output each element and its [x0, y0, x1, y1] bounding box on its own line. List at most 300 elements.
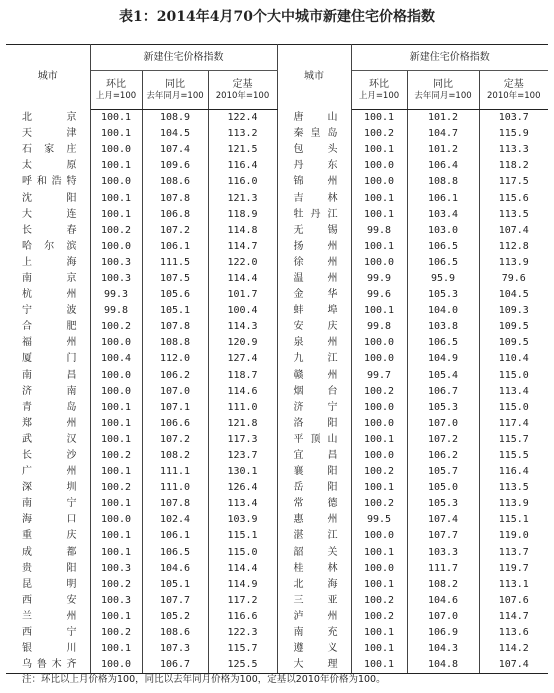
group-header-right: 新建住宅价格指数 [351, 45, 548, 71]
left-base-cell: 122.3 [208, 625, 277, 641]
left-city-cell: 西 宁 [6, 625, 90, 641]
table-row [6, 287, 548, 303]
table-title: 表1：2014年4月70个大中城市新建住宅价格指数 [119, 9, 435, 25]
right-yoy-cell: 106.5 [407, 335, 479, 351]
left-mom-cell: 100.2 [90, 448, 142, 464]
right-yoy-cell: 106.1 [407, 190, 479, 206]
left-yoy-cell: 106.1 [142, 528, 208, 544]
right-yoy-cell: 106.9 [407, 625, 479, 641]
right-city-cell: 烟 台 [277, 384, 351, 400]
table-row [6, 432, 548, 448]
table-row [6, 641, 548, 657]
city-header-left: 城市 [6, 45, 90, 110]
left-base-cell: 114.3 [208, 319, 277, 335]
table-row [6, 464, 548, 480]
right-mom-cell: 99.8 [351, 223, 407, 239]
right-mom-cell: 100.1 [351, 190, 407, 206]
right-yoy-cell: 105.0 [407, 480, 479, 496]
right-yoy-cell: 103.0 [407, 223, 479, 239]
right-mom-cell: 100.1 [351, 641, 407, 657]
table-row [6, 303, 548, 319]
right-yoy-cell: 104.7 [407, 126, 479, 142]
left-base-cell: 118.9 [208, 207, 277, 223]
left-base-cell: 130.1 [208, 464, 277, 480]
right-mom-cell: 100.1 [351, 625, 407, 641]
left-yoy-cell: 107.8 [142, 496, 208, 512]
left-city-cell: 重 庆 [6, 528, 90, 544]
left-yoy-cell: 105.6 [142, 287, 208, 303]
right-base-cell: 114.2 [498, 643, 529, 655]
left-city-cell: 兰 州 [6, 609, 90, 625]
right-mom-cell: 100.0 [351, 351, 407, 367]
right-mom-cell: 100.2 [351, 609, 407, 625]
table-row [6, 335, 548, 351]
table-row [6, 480, 548, 496]
right-base-cell: 115.5 [498, 450, 529, 462]
left-city-cell: 广 州 [6, 464, 90, 480]
left-yoy-cell: 108.6 [142, 625, 208, 641]
left-base-cell: 120.9 [208, 335, 277, 351]
right-base-cell: 119.7 [498, 562, 529, 574]
left-city-cell: 北 京 [6, 110, 90, 127]
left-city-cell: 贵 阳 [6, 561, 90, 577]
right-yoy-cell: 105.7 [407, 464, 479, 480]
left-mom-cell: 100.0 [90, 657, 142, 674]
left-yoy-cell: 108.8 [142, 335, 208, 351]
left-city-cell: 大 连 [6, 207, 90, 223]
table-row [6, 126, 548, 142]
left-mom-cell: 100.4 [90, 351, 142, 367]
base-header-right: 定基 2010年=100 [479, 71, 548, 110]
right-mom-cell: 100.0 [351, 448, 407, 464]
left-yoy-cell: 104.5 [142, 126, 208, 142]
left-base-cell: 121.8 [208, 416, 277, 432]
right-base-cell: 115.7 [498, 433, 529, 445]
yoy-header-left: 同比 去年同月=100 [142, 71, 208, 110]
right-base-cell: 113.9 [498, 256, 529, 268]
table-row [6, 528, 548, 544]
right-yoy-cell: 108.8 [407, 174, 479, 190]
left-base-cell: 122.0 [208, 255, 277, 271]
right-city-cell: 蚌 埠 [277, 303, 351, 319]
left-yoy-cell: 106.7 [142, 657, 208, 674]
right-city-cell: 无 锡 [277, 223, 351, 239]
right-city-cell: 金 华 [277, 287, 351, 303]
table-row [6, 255, 548, 271]
table-row [6, 400, 548, 416]
left-base-cell: 121.5 [208, 142, 277, 158]
right-mom-cell: 100.1 [351, 303, 407, 319]
table-row [6, 174, 548, 190]
left-city-cell: 乌鲁木齐 [6, 657, 90, 674]
table-row [6, 351, 548, 367]
table-row [6, 207, 548, 223]
right-base-cell: 104.5 [498, 289, 529, 301]
right-yoy-cell: 95.9 [407, 271, 479, 287]
left-yoy-cell: 102.4 [142, 512, 208, 528]
right-yoy-cell: 104.6 [407, 593, 479, 609]
left-city-cell: 济 南 [6, 384, 90, 400]
left-yoy-cell: 104.6 [142, 561, 208, 577]
left-mom-cell: 100.1 [90, 110, 142, 127]
left-mom-cell: 100.2 [90, 577, 142, 593]
left-mom-cell: 100.1 [90, 528, 142, 544]
left-yoy-cell: 107.1 [142, 400, 208, 416]
mom-header-right: 环比 上月=100 [351, 71, 407, 110]
right-yoy-cell: 107.4 [407, 512, 479, 528]
left-city-cell: 福 州 [6, 335, 90, 351]
table-row [6, 609, 548, 625]
table-body [6, 110, 548, 674]
table-row [6, 271, 548, 287]
left-yoy-cell: 106.6 [142, 416, 208, 432]
right-yoy-cell: 107.0 [407, 609, 479, 625]
right-base-cell: 115.0 [498, 369, 529, 381]
left-city-cell: 银 川 [6, 641, 90, 657]
left-mom-cell: 100.1 [90, 545, 142, 561]
table-row [6, 384, 548, 400]
left-city-cell: 成 都 [6, 545, 90, 561]
right-base-cell: 114.7 [498, 610, 529, 622]
table-row [6, 319, 548, 335]
right-city-cell: 南 充 [277, 625, 351, 641]
right-city-cell: 牡丹江 [277, 207, 351, 223]
base-header-left: 定基 2010年=100 [208, 71, 277, 110]
right-yoy-cell: 106.2 [407, 448, 479, 464]
right-mom-cell: 100.1 [351, 239, 407, 255]
right-yoy-cell: 107.2 [407, 432, 479, 448]
table-row [6, 512, 548, 528]
left-yoy-cell: 107.2 [142, 432, 208, 448]
right-mom-cell: 100.1 [351, 657, 407, 674]
right-city-cell: 宜 昌 [277, 448, 351, 464]
right-base-cell: 103.7 [498, 112, 529, 124]
left-mom-cell: 100.2 [90, 223, 142, 239]
left-base-cell: 117.3 [208, 432, 277, 448]
right-city-cell: 桂 林 [277, 561, 351, 577]
price-index-table [6, 44, 548, 674]
right-mom-cell: 100.1 [351, 142, 407, 158]
left-city-cell: 天 津 [6, 126, 90, 142]
left-city-cell: 沈 阳 [6, 190, 90, 206]
right-base-cell: 117.4 [498, 417, 529, 429]
left-base-cell: 126.4 [208, 480, 277, 496]
group-header-left: 新建住宅价格指数 [90, 45, 277, 71]
right-city-cell: 吉 林 [277, 190, 351, 206]
table-row [6, 561, 548, 577]
left-base-cell: 101.7 [208, 287, 277, 303]
right-city-cell: 常 德 [277, 496, 351, 512]
left-base-cell: 100.4 [208, 303, 277, 319]
left-yoy-cell: 108.9 [142, 110, 208, 127]
left-yoy-cell: 109.6 [142, 158, 208, 174]
right-mom-cell: 100.1 [351, 577, 407, 593]
left-base-cell: 113.4 [208, 496, 277, 512]
left-base-cell: 125.5 [208, 657, 277, 674]
right-base-cell: 113.3 [498, 144, 529, 156]
left-mom-cell: 100.3 [90, 561, 142, 577]
right-base-cell: 115.0 [498, 401, 529, 413]
right-mom-cell: 99.5 [351, 512, 407, 528]
left-yoy-cell: 105.1 [142, 577, 208, 593]
right-base-cell: 118.2 [498, 160, 529, 172]
right-mom-cell: 100.0 [351, 416, 407, 432]
left-mom-cell: 100.1 [90, 496, 142, 512]
left-city-cell: 郑 州 [6, 416, 90, 432]
left-base-cell: 116.6 [208, 609, 277, 625]
right-city-cell: 襄 阳 [277, 464, 351, 480]
right-base-cell: 113.7 [498, 546, 529, 558]
right-yoy-cell: 106.4 [407, 158, 479, 174]
left-yoy-cell: 107.8 [142, 319, 208, 335]
right-base-cell: 113.6 [498, 627, 529, 639]
left-yoy-cell: 107.4 [142, 142, 208, 158]
table-row [6, 239, 548, 255]
left-base-cell: 117.2 [208, 593, 277, 609]
left-mom-cell: 100.3 [90, 593, 142, 609]
right-mom-cell: 100.2 [351, 126, 407, 142]
table-row [6, 110, 548, 127]
right-mom-cell: 100.0 [351, 400, 407, 416]
table-row [6, 496, 548, 512]
right-base-cell: 115.6 [498, 192, 529, 204]
left-mom-cell: 100.2 [90, 319, 142, 335]
right-yoy-cell: 105.4 [407, 368, 479, 384]
right-mom-cell: 99.8 [351, 319, 407, 335]
right-yoy-cell: 103.4 [407, 207, 479, 223]
left-city-cell: 长 春 [6, 223, 90, 239]
left-base-cell: 116.4 [208, 158, 277, 174]
city-header-right: 城市 [277, 45, 351, 110]
right-city-cell: 九 江 [277, 351, 351, 367]
left-city-cell: 武 汉 [6, 432, 90, 448]
right-mom-cell: 100.2 [351, 593, 407, 609]
right-city-cell: 温 州 [277, 271, 351, 287]
right-city-cell: 济 宁 [277, 400, 351, 416]
footnote: 注：环比以上月价格为100，同比以去年同月价格为100，定基以2010年价格为100。 [22, 674, 386, 685]
right-yoy-cell: 105.3 [407, 400, 479, 416]
right-mom-cell: 100.1 [351, 432, 407, 448]
left-yoy-cell: 107.3 [142, 641, 208, 657]
left-mom-cell: 100.0 [90, 174, 142, 190]
left-yoy-cell: 111.5 [142, 255, 208, 271]
table-row [6, 142, 548, 158]
right-city-cell: 北 海 [277, 577, 351, 593]
left-city-cell: 厦 门 [6, 351, 90, 367]
right-base-cell: 119.0 [498, 530, 529, 542]
left-mom-cell: 100.0 [90, 512, 142, 528]
right-city-cell: 大 理 [277, 657, 351, 674]
right-yoy-cell: 107.0 [407, 416, 479, 432]
left-city-cell: 南 昌 [6, 368, 90, 384]
left-base-cell: 111.0 [208, 400, 277, 416]
table-row [6, 158, 548, 174]
right-base-cell: 113.5 [498, 482, 529, 494]
left-city-cell: 青 岛 [6, 400, 90, 416]
left-mom-cell: 100.0 [90, 335, 142, 351]
left-base-cell: 123.7 [208, 448, 277, 464]
left-mom-cell: 100.1 [90, 432, 142, 448]
left-yoy-cell: 107.5 [142, 271, 208, 287]
left-yoy-cell: 106.5 [142, 545, 208, 561]
left-base-cell: 114.4 [208, 271, 277, 287]
left-mom-cell: 100.0 [90, 239, 142, 255]
right-mom-cell: 100.0 [351, 335, 407, 351]
left-base-cell: 114.9 [208, 577, 277, 593]
right-mom-cell: 100.0 [351, 528, 407, 544]
left-mom-cell: 100.1 [90, 158, 142, 174]
right-base-cell: 112.8 [498, 240, 529, 252]
left-base-cell: 113.2 [208, 126, 277, 142]
left-base-cell: 122.4 [208, 110, 277, 127]
left-yoy-cell: 112.0 [142, 351, 208, 367]
left-city-cell: 昆 明 [6, 577, 90, 593]
right-yoy-cell: 105.3 [407, 496, 479, 512]
left-mom-cell: 100.3 [90, 271, 142, 287]
right-city-cell: 韶 关 [277, 545, 351, 561]
right-mom-cell: 100.2 [351, 384, 407, 400]
right-city-cell: 唐 山 [277, 110, 351, 127]
right-city-cell: 三 亚 [277, 593, 351, 609]
left-mom-cell: 100.1 [90, 207, 142, 223]
right-base-cell: 107.6 [498, 594, 529, 606]
right-mom-cell: 99.6 [351, 287, 407, 303]
left-base-cell: 114.8 [208, 223, 277, 239]
right-city-cell: 洛 阳 [277, 416, 351, 432]
left-city-cell: 哈尔滨 [6, 239, 90, 255]
left-yoy-cell: 107.0 [142, 384, 208, 400]
left-yoy-cell: 108.6 [142, 174, 208, 190]
right-yoy-cell: 103.8 [407, 319, 479, 335]
right-mom-cell: 99.9 [351, 271, 407, 287]
right-city-cell: 惠 州 [277, 512, 351, 528]
left-mom-cell: 100.3 [90, 255, 142, 271]
right-base-cell: 115.1 [498, 514, 529, 526]
left-city-cell: 南 宁 [6, 496, 90, 512]
right-city-cell: 秦皇岛 [277, 126, 351, 142]
right-base-cell: 116.4 [498, 466, 529, 478]
left-base-cell: 115.1 [208, 528, 277, 544]
right-yoy-cell: 105.3 [407, 287, 479, 303]
right-yoy-cell: 104.0 [407, 303, 479, 319]
left-city-cell: 呼和浩特 [6, 174, 90, 190]
left-city-cell: 宁 波 [6, 303, 90, 319]
left-mom-cell: 100.1 [90, 126, 142, 142]
right-base-cell: 115.9 [498, 128, 529, 140]
right-city-cell: 岳 阳 [277, 480, 351, 496]
table-row [6, 448, 548, 464]
right-city-cell: 扬 州 [277, 239, 351, 255]
left-base-cell: 103.9 [208, 512, 277, 528]
left-mom-cell: 100.1 [90, 400, 142, 416]
left-mom-cell: 100.1 [90, 609, 142, 625]
table-row [6, 416, 548, 432]
left-yoy-cell: 107.8 [142, 190, 208, 206]
left-base-cell: 114.7 [208, 239, 277, 255]
left-city-cell: 石家庄 [6, 142, 90, 158]
left-yoy-cell: 106.2 [142, 368, 208, 384]
left-base-cell: 115.7 [208, 641, 277, 657]
left-city-cell: 长 沙 [6, 448, 90, 464]
yoy-header-right: 同比 去年同月=100 [407, 71, 479, 110]
right-mom-cell: 100.1 [351, 480, 407, 496]
right-base-cell: 113.9 [498, 498, 529, 510]
right-mom-cell: 100.0 [351, 255, 407, 271]
left-yoy-cell: 111.1 [142, 464, 208, 480]
left-yoy-cell: 107.7 [142, 593, 208, 609]
right-yoy-cell: 106.7 [407, 384, 479, 400]
table-row [6, 545, 548, 561]
right-city-cell: 赣 州 [277, 368, 351, 384]
right-base-cell: 113.4 [498, 385, 529, 397]
left-base-cell: 114.6 [208, 384, 277, 400]
left-yoy-cell: 106.8 [142, 207, 208, 223]
right-mom-cell: 100.1 [351, 110, 407, 127]
right-city-cell: 徐 州 [277, 255, 351, 271]
left-city-cell: 太 原 [6, 158, 90, 174]
left-mom-cell: 99.3 [90, 287, 142, 303]
left-base-cell: 121.3 [208, 190, 277, 206]
left-city-cell: 合 肥 [6, 319, 90, 335]
table-row [6, 368, 548, 384]
right-mom-cell: 100.1 [351, 545, 407, 561]
right-mom-cell: 100.0 [351, 158, 407, 174]
right-base-cell: 113.5 [498, 208, 529, 220]
left-base-cell: 115.0 [208, 545, 277, 561]
right-yoy-cell: 108.2 [407, 577, 479, 593]
left-city-cell: 海 口 [6, 512, 90, 528]
left-yoy-cell: 105.1 [142, 303, 208, 319]
right-mom-cell: 100.1 [351, 207, 407, 223]
right-city-cell: 泸 州 [277, 609, 351, 625]
right-base-cell: 109.5 [498, 337, 529, 349]
right-yoy-cell: 111.7 [407, 561, 479, 577]
table-row [6, 223, 548, 239]
left-mom-cell: 99.8 [90, 303, 142, 319]
right-city-cell: 丹 东 [277, 158, 351, 174]
left-mom-cell: 100.0 [90, 384, 142, 400]
right-mom-cell: 100.2 [351, 464, 407, 480]
left-mom-cell: 100.2 [90, 625, 142, 641]
left-city-cell: 南 京 [6, 271, 90, 287]
right-city-cell: 遵 义 [277, 641, 351, 657]
left-yoy-cell: 105.2 [142, 609, 208, 625]
left-mom-cell: 100.1 [90, 464, 142, 480]
right-yoy-cell: 104.3 [407, 641, 479, 657]
table-row [6, 593, 548, 609]
left-city-cell: 西 安 [6, 593, 90, 609]
left-yoy-cell: 107.2 [142, 223, 208, 239]
left-base-cell: 116.0 [208, 174, 277, 190]
right-yoy-cell: 104.9 [407, 351, 479, 367]
left-city-cell: 深 圳 [6, 480, 90, 496]
right-city-cell: 安 庆 [277, 319, 351, 335]
table-row [6, 577, 548, 593]
left-mom-cell: 100.2 [90, 480, 142, 496]
right-base-cell: 109.5 [498, 321, 529, 333]
right-yoy-cell: 101.2 [407, 142, 479, 158]
right-city-cell: 泉 州 [277, 335, 351, 351]
right-mom-cell: 99.7 [351, 368, 407, 384]
left-yoy-cell: 111.0 [142, 480, 208, 496]
table-row [6, 625, 548, 641]
right-base-cell: 107.4 [479, 657, 548, 674]
right-base-cell: 113.1 [498, 578, 529, 590]
right-mom-cell: 100.0 [351, 174, 407, 190]
left-mom-cell: 100.1 [90, 416, 142, 432]
right-yoy-cell: 107.7 [407, 528, 479, 544]
right-base-cell: 109.3 [498, 305, 529, 317]
